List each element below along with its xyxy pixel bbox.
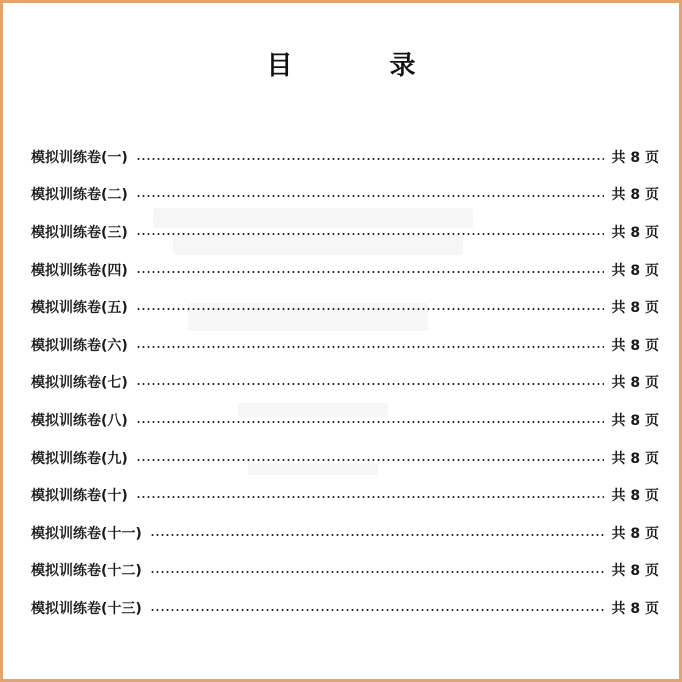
dot-leader [136,195,604,197]
dot-leader [136,308,604,310]
toc-entry-title: 模拟训练卷(八) [31,412,128,429]
toc-entry [31,326,659,364]
dot-leader [136,158,604,160]
toc-entry-pages: 共 8 页 [611,149,659,166]
dot-leader [136,459,604,461]
toc-entry [31,401,659,439]
toc-entry [31,589,659,627]
toc-entry-title: 模拟训练卷(五) [31,300,128,317]
toc-entry-pages: 共 8 页 [611,412,659,429]
toc-entry-title: 模拟训练卷(十一) [31,525,142,542]
toc-entry [31,439,659,477]
page-title: 目 录 [266,51,460,81]
dot-leader [136,383,604,385]
dot-leader [136,421,604,423]
toc-entry-title: 模拟训练卷(四) [31,262,128,279]
dot-leader [136,496,604,498]
dot-leader [150,609,604,611]
toc-entry [31,364,659,402]
table-of-contents [31,138,659,627]
toc-entry-title: 模拟训练卷(一) [31,149,128,166]
toc-entry-title: 模拟训练卷(十三) [31,600,142,617]
dot-leader [136,271,604,273]
toc-entry-pages: 共 8 页 [611,375,659,392]
dot-leader [136,346,604,348]
toc-entry [31,176,659,214]
toc-entry-title: 模拟训练卷(六) [31,337,128,354]
toc-entry [31,552,659,590]
dot-leader [136,233,604,235]
toc-entry-title: 模拟训练卷(十) [31,488,128,505]
toc-entry-pages: 共 8 页 [611,224,659,241]
toc-entry-title: 模拟训练卷(九) [31,450,128,467]
toc-entry [31,251,659,289]
toc-entry-pages: 共 8 页 [611,563,659,580]
dot-leader [150,534,604,536]
toc-entry-title: 模拟训练卷(三) [31,224,128,241]
toc-entry [31,138,659,176]
toc-entry-pages: 共 8 页 [611,450,659,467]
toc-entry-pages: 共 8 页 [611,525,659,542]
toc-entry-title: 模拟训练卷(七) [31,375,128,392]
toc-entry [31,213,659,251]
dot-leader [150,571,604,573]
toc-entry-pages: 共 8 页 [611,337,659,354]
toc-entry [31,476,659,514]
toc-entry-title: 模拟训练卷(二) [31,187,128,204]
toc-entry-pages: 共 8 页 [611,262,659,279]
toc-entry [31,288,659,326]
toc-entry-title: 模拟训练卷(十二) [31,563,142,580]
toc-entry-pages: 共 8 页 [611,300,659,317]
toc-entry-pages: 共 8 页 [611,187,659,204]
toc-entry [31,514,659,552]
toc-entry-pages: 共 8 页 [611,600,659,617]
toc-entry-pages: 共 8 页 [611,488,659,505]
